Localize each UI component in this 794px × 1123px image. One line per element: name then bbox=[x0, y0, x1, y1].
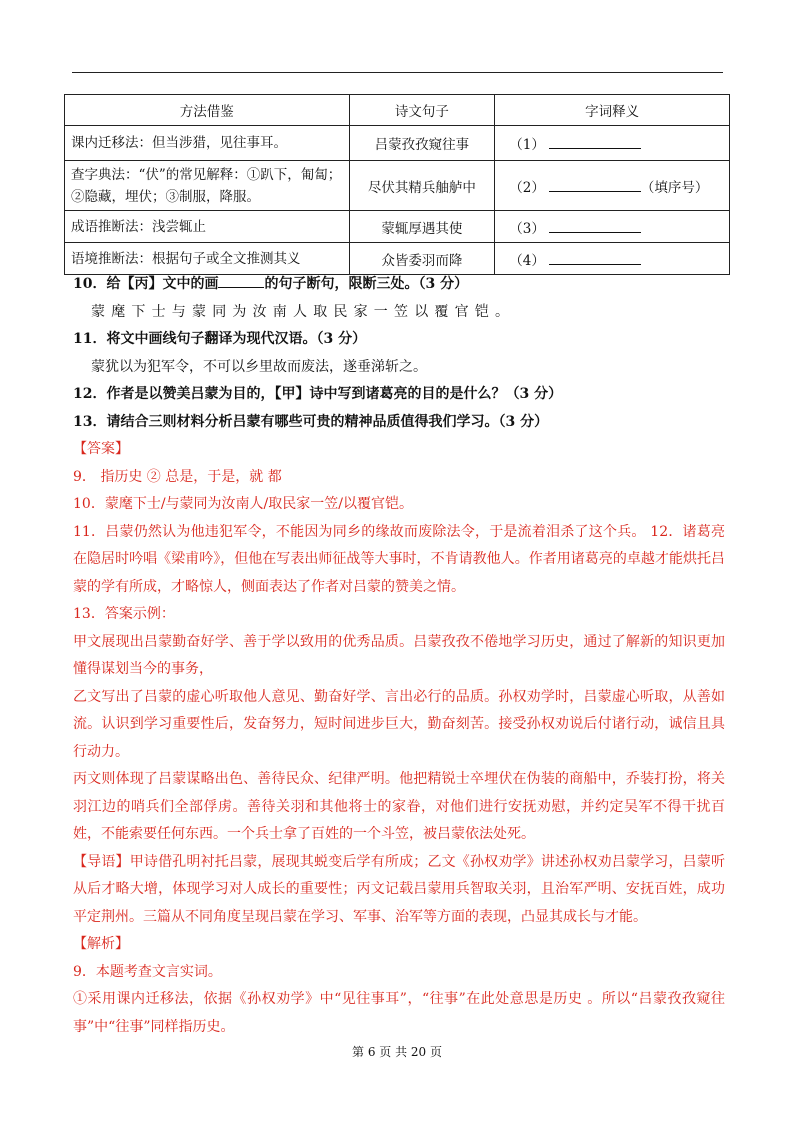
table-header-row bbox=[65, 95, 730, 126]
guide-label: 【导语】 bbox=[73, 853, 130, 870]
question-10: 10．给【丙】文中的画 的句子断句，限断三处。（3 分） bbox=[73, 276, 469, 292]
header-rule bbox=[72, 72, 723, 73]
answer-13-head: 13．答案示例： bbox=[73, 606, 175, 622]
meaning-cell bbox=[495, 243, 730, 275]
sentence-cell: 吕蒙孜孜窥往事 bbox=[349, 126, 495, 161]
question-13: 13．请结合三则材料分析吕蒙有哪些可贵的精神品质值得我们学习。（3 分） bbox=[73, 413, 549, 430]
underline-mark bbox=[218, 277, 264, 288]
answer-11-12: 11．吕蒙仍然认为他违犯军令，不能因为同乡的缘故而废除法令，于是流着泪杀了这个兵。 12．诸葛亮在隐居时吟唱《梁甫吟》，但他在写表出师征战等大事时，不肯请教他人。作者用诸葛亮的卓越才能烘托吕蒙的学有所成，才略惊人，侧面表达了作者对吕蒙的赞美之情。 bbox=[73, 523, 725, 595]
answer-10: 10．蒙麾下士/与蒙同为汝南人/取民家一笠/以覆官铠。 bbox=[73, 496, 413, 512]
question-11: 11．将文中画线句子翻译为现代汉语。（3 分） bbox=[73, 331, 367, 347]
sentence-cell: 蒙辄厚遇其使 bbox=[349, 211, 495, 243]
question-11-text: 蒙犹以为犯军令，不可以乡里故而废法，遂垂涕斩之。 bbox=[91, 358, 427, 375]
item-number: （2） bbox=[509, 179, 545, 196]
analysis-9: 9．本题考查文言实词。 bbox=[73, 963, 222, 980]
item-number: （3） bbox=[509, 220, 545, 237]
analysis-9-detail: ①采用课内迁移法，依据《孙权劝学》中“见往事耳”，“往事”在此处意思是历史 。所以“吕蒙孜孜窥往事”中“往事”同样指历史。 bbox=[73, 991, 725, 1035]
table-row bbox=[65, 211, 730, 243]
method-cell: 语境推断法：根据句子或全文推测其义 bbox=[65, 243, 350, 275]
fill-hint: （填序号） bbox=[640, 179, 709, 196]
meaning-cell bbox=[495, 126, 730, 161]
item-number: （4） bbox=[509, 252, 545, 269]
answer-blank[interactable] bbox=[549, 179, 641, 192]
answer-blank[interactable] bbox=[549, 220, 641, 233]
answer-13-bing: 丙文则体现了吕蒙谋略出色、善待民众、纪律严明。他把精锐士卒埋伏在伪装的商船中，乔装打扮，将关羽江边的哨兵们全部俘虏。善待关羽和其他将士的家眷，对他们进行安抚劝慰，并约定吴军不得干扰百姓，不能索要任何东西。一个兵士拿了百姓的一个斗笠，被吕蒙依法处死。 bbox=[73, 771, 725, 842]
analysis-label: 【解析】 bbox=[73, 936, 129, 952]
table-header-sentence: 诗文句子 bbox=[349, 95, 495, 126]
answer-13-yi: 乙文写出了吕蒙的虚心听取他人意见、勤奋好学、言出必行的品质。孙权劝学时，吕蒙虚心听取，从善如流。认识到学习重要性后，发奋努力，短时间进步巨大，勤奋刻苦。接受孙权劝说后付诸行动，诚信且具行动力。 bbox=[73, 688, 725, 760]
answer-blank[interactable] bbox=[549, 252, 641, 265]
question-12: 12．作者是以赞美吕蒙为目的，【甲】诗中写到诸葛亮的目的是什么？（3 分） bbox=[73, 386, 563, 402]
sentence-cell: 众皆委羽而降 bbox=[349, 243, 495, 275]
page-footer: 第 6 页 共 20 页 bbox=[352, 1045, 442, 1059]
table-header-meaning: 字词释义 bbox=[495, 95, 730, 126]
answer-blank[interactable] bbox=[549, 136, 641, 149]
method-table bbox=[64, 94, 730, 275]
meaning-cell bbox=[495, 211, 730, 243]
table-header-method: 方法借鉴 bbox=[65, 95, 350, 126]
table-row bbox=[65, 126, 730, 161]
page-body bbox=[73, 271, 725, 1041]
sentence-cell: 尽伏其精兵舳舻中 bbox=[349, 161, 495, 211]
meaning-cell bbox=[495, 161, 730, 211]
method-cell: 课内迁移法：但当涉猎，见往事耳。 bbox=[65, 126, 350, 161]
answer-13-jia: 甲文展现出吕蒙勤奋好学、善于学以致用的优秀品质。吕蒙孜孜不倦地学习历史，通过了解新的知识更加懂得谋划当今的事务， bbox=[73, 633, 725, 677]
answer-9: 9． 指历史 ② 总是，于是，就 都 bbox=[73, 468, 282, 485]
question-10-text: 蒙麾下士与蒙同为汝南人取民家一笠以覆官铠。 bbox=[91, 303, 516, 320]
method-cell: 查字典法：“伏”的常见解释：①趴下，匍匐；②隐藏，埋伏；③制服，降服。 bbox=[65, 161, 350, 211]
answer-label: 【答案】 bbox=[73, 441, 129, 457]
guide-paragraph: 【导语】甲诗借孔明衬托吕蒙，展现其蜕变后学有所成；乙文《孙权劝学》讲述孙权劝吕蒙学习，吕蒙听从后才略大增，体现学习对人成长的重要性；丙文记载吕蒙用兵智取关羽，且治军严明、安抚百姓，成功平定荆州。三篇从不同角度呈现吕蒙在学习、军事、治军等方面的表现，凸显其成长与才能。 bbox=[73, 853, 726, 925]
table-row bbox=[65, 161, 730, 211]
method-cell: 成语推断法：浅尝辄止 bbox=[65, 211, 350, 243]
item-number: （1） bbox=[509, 137, 545, 153]
table-row bbox=[65, 243, 730, 275]
